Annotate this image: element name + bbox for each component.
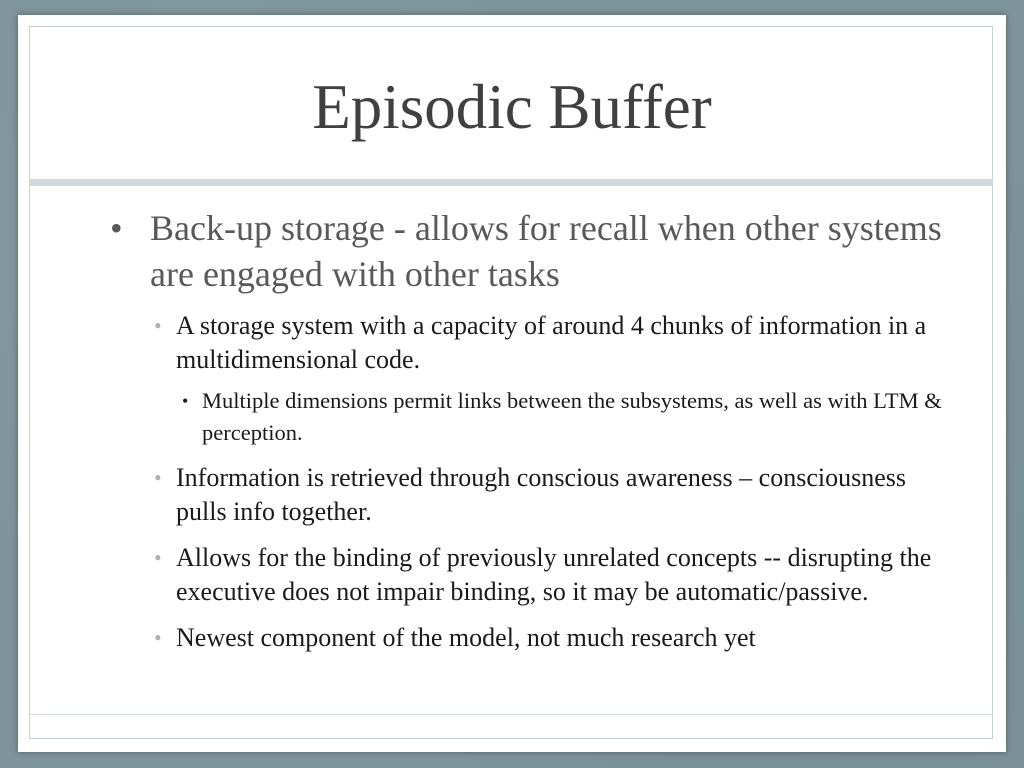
bullet-item-level2: [148, 621, 948, 655]
bullet-icon: •: [154, 545, 162, 570]
bullet-text: Back-up storage - allows for recall when other systems are engaged with other tasks: [150, 208, 942, 294]
bullet-item-level1: [108, 205, 948, 297]
bullet-text: A storage system with a capacity of around 4 chunks of information in a multidimensional code.: [176, 311, 927, 374]
bullet-icon: •: [110, 208, 123, 248]
bullet-item-level2: [148, 541, 948, 609]
footer-divider: [29, 714, 993, 715]
bullet-icon: •: [154, 625, 162, 650]
bullet-icon: •: [182, 391, 189, 411]
bullet-item-level2: [148, 461, 948, 529]
slide-content: [108, 205, 948, 655]
bullet-icon: •: [154, 313, 162, 338]
bullet-item-level3: [176, 385, 948, 449]
title-divider: [29, 179, 993, 186]
bullet-item-level2: [148, 309, 948, 377]
bullet-icon: •: [154, 465, 162, 490]
slide-title: Episodic Buffer: [312, 72, 712, 142]
bullet-text: Newest component of the model, not much research yet: [176, 623, 756, 652]
bullet-text: Multiple dimensions permit links between the subsystems, as well as with LTM & perception.: [202, 388, 942, 445]
bullet-text: Allows for the binding of previously unrelated concepts -- disrupting the executive does not impair binding, so it may be automatic/passive.: [176, 543, 932, 606]
bullet-text: Information is retrieved through conscious awareness – consciousness pulls info together.: [176, 463, 906, 526]
slide: [18, 15, 1006, 752]
